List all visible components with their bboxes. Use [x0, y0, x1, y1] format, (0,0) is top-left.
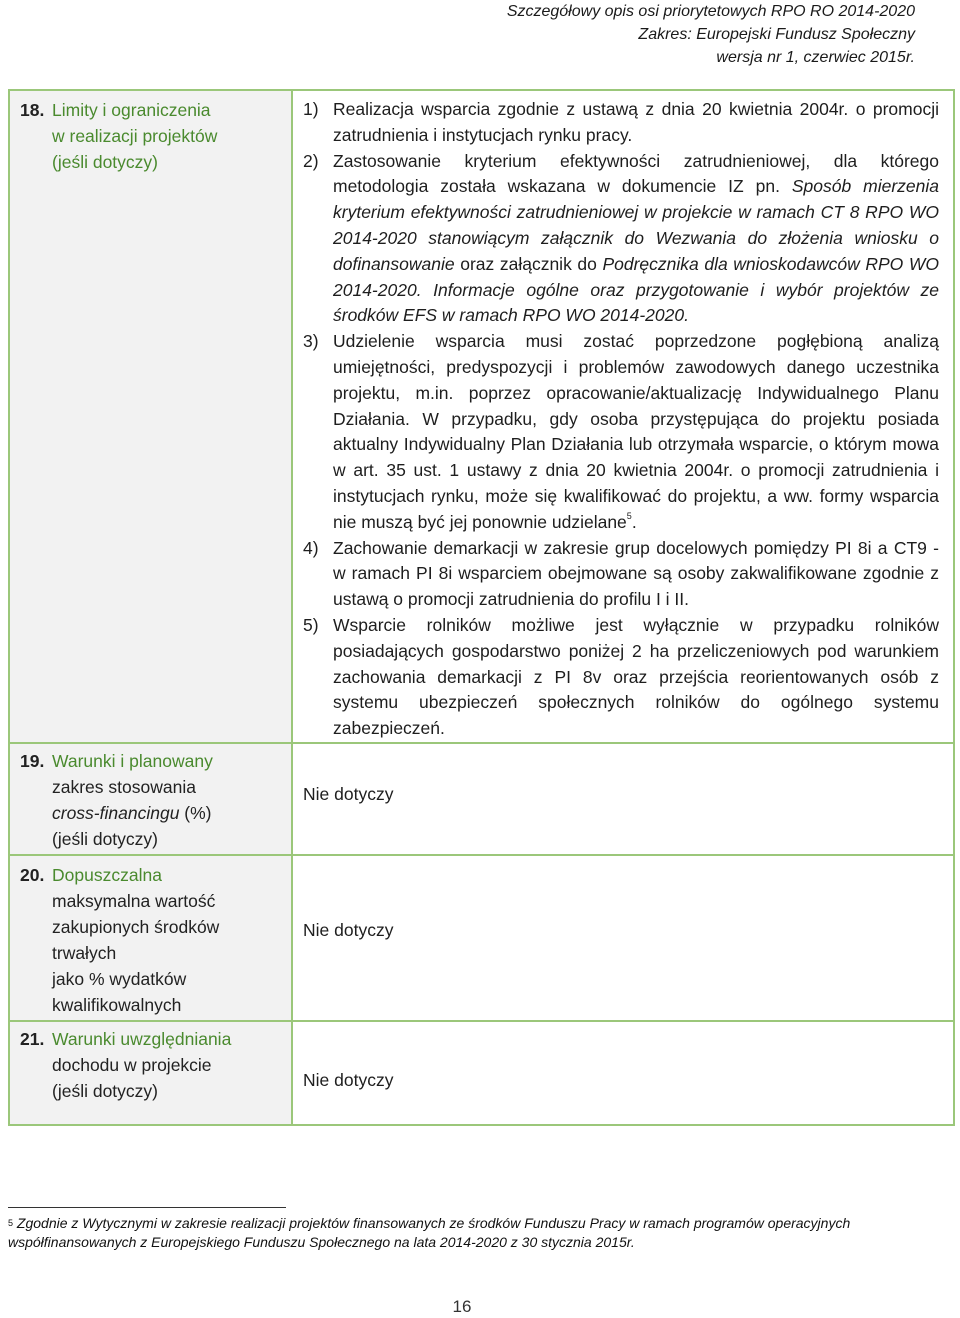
- list-item-text: [333, 329, 943, 535]
- table-row: [9, 90, 954, 743]
- value-text: Nie dotyczy: [303, 919, 394, 940]
- label-line: (jeśli dotyczy): [52, 828, 158, 849]
- list-item: [303, 149, 943, 330]
- label-line: trwałych: [52, 942, 117, 963]
- label-line: Dopuszczalna: [52, 864, 162, 885]
- label-line: (jeśli dotyczy): [52, 152, 158, 172]
- header-line-3: wersja nr 1, czerwiec 2015r.: [716, 49, 915, 66]
- footnote: [8, 1214, 948, 1252]
- label-line: Warunki uwzględniania: [52, 1028, 232, 1049]
- label-suffix: (%): [179, 802, 212, 823]
- list-item: [303, 97, 943, 149]
- table-row: [9, 855, 954, 1021]
- item-text-plain: oraz załącznik do: [460, 253, 597, 274]
- row-20-label-cell: [9, 855, 292, 1021]
- criteria-table: [8, 89, 955, 1126]
- row-19-label-cell: [9, 743, 292, 855]
- list-marker: 5): [303, 614, 319, 635]
- row-19-content-cell: [292, 743, 954, 855]
- row-number: 18.: [20, 100, 45, 120]
- item-text-plain: Udzielenie wsparcia musi zostać poprzedzone pogłębioną analizą umiejętności, predyspozycji i problemów zawodowych danego uczestnika projektu, m.in. poprzez opracowanie/aktualizację Indywidualnego Planu Działania. W przypadku, gdy osoba przystępująca do projektu posiada aktualny Indywidualny Plan Działania lub otrzymała wsparcie, o którym mowa w art. 35 ust. 1 ustawy z dnia 20 kwietnia 2004r. o promocji zatrudnienia i instytucjach rynku, może się kwalifikować do projektu, a ww. formy wsparcia nie muszą być jej ponownie udzielane: [333, 331, 939, 532]
- row-label: [20, 97, 285, 175]
- label-line: Limity i ograniczenia: [52, 100, 211, 120]
- label-line: dochodu w projekcie: [52, 1054, 212, 1075]
- row-18-content-cell: [292, 90, 954, 743]
- list-item-text: [333, 149, 943, 330]
- label-line: jako % wydatków: [52, 968, 187, 989]
- item-text-plain: Zastosowanie kryterium efektywności zatrudnieniowej, dla którego metodologia została wskazana w dokumencie IZ pn.: [333, 150, 939, 197]
- row-21-content-cell: [292, 1021, 954, 1125]
- document-title-italic: Sposób mierzenia kryterium efektywności zatrudnieniowej w projekcie w ramach CT 8 RPO WO 2014-2020 stanowiącym załącznik do Wezwania do złożenia wniosku o dofinansowanie: [333, 176, 939, 274]
- list-marker: 2): [303, 150, 319, 171]
- header-line-1: Szczegółowy opis osi priorytetowych RPO RO 2014-2020: [506, 3, 915, 20]
- footnote-marker: 5: [8, 1218, 14, 1228]
- list-item-text: Zachowanie demarkacji w zakresie grup docelowych pomiędzy PI 8i a CT9 - w ramach PI 8i wsparciem obejmowane są osoby zakwalifikowane zgodnie z ustawą o promocji zatrudnienia do profilu I i II.: [333, 537, 939, 610]
- list-marker: 1): [303, 99, 319, 119]
- row-20-content-cell: [292, 855, 954, 1021]
- row-number: 21.: [20, 1028, 45, 1049]
- table-row: [9, 1021, 954, 1125]
- limits-list: [303, 97, 943, 742]
- footnote-reference[interactable]: 5: [626, 510, 632, 521]
- label-line: w realizacji projektów: [52, 126, 218, 146]
- row-label: [20, 862, 285, 1018]
- value-text: Nie dotyczy: [303, 1069, 394, 1090]
- cross-financing-term: cross-financingu: [52, 802, 180, 823]
- label-line: kwalifikowalnych: [52, 994, 182, 1015]
- label-line: maksymalna wartość: [52, 890, 216, 911]
- row-21-label-cell: [9, 1021, 292, 1125]
- list-item-text: Wsparcie rolników możliwe jest wyłącznie w przypadku rolników posiadających gospodarstwo poniżej 2 ha przeliczeniowych pod warunkiem zachowania demarkacji z PI 8v oraz przejścia reorientowanych osób z systemu ubezpieczeń społecznych rolników do ogólnego systemu zabezpieczeń.: [333, 614, 939, 739]
- label-line: zakupionych środków: [52, 916, 220, 937]
- label-line: (jeśli dotyczy): [52, 1080, 158, 1101]
- list-item-text: Realizacja wsparcia zgodnie z ustawą z dnia 20 kwietnia 2004r. o promocji zatrudnienia i instytucjach rynku pracy.: [333, 99, 939, 145]
- list-marker: 4): [303, 537, 319, 558]
- label-line: zakres stosowania: [52, 776, 196, 797]
- row-18-label-cell: [9, 90, 292, 743]
- label-line: [52, 803, 212, 823]
- list-item: [303, 536, 943, 613]
- header-line-2: Zakres: Europejski Fundusz Społeczny: [638, 26, 915, 43]
- page-number: 16: [452, 1297, 472, 1316]
- value-text: Nie dotyczy: [303, 783, 394, 804]
- list-item: [303, 329, 943, 535]
- document-title-italic: Podręcznika dla wnioskodawców RPO WO 2014-2020. Informacje ogólne oraz przygotowanie i wybór projektów ze środków EFS w ramach RPO WO 2014-2020.: [333, 253, 939, 326]
- item-text-end: .: [631, 511, 637, 532]
- footnote-text: Zgodnie z Wytycznymi w zakresie realizacji projektów finansowanych ze środków Funduszu Pracy w ramach programów operacyjnych współfinansowanych z Europejskiego Funduszu Społecznego na lata 2014-2020 z 30 stycznia 2015r.: [8, 1215, 851, 1250]
- document-header: [507, 0, 915, 69]
- footnote-separator: [8, 1207, 286, 1208]
- list-item: [303, 613, 943, 742]
- row-label: [20, 748, 285, 852]
- label-line: Warunki i planowany: [52, 750, 213, 771]
- row-label: [20, 1026, 285, 1104]
- row-number: 19.: [20, 750, 45, 771]
- table-row: [9, 743, 954, 855]
- row-number: 20.: [20, 864, 45, 885]
- list-marker: 3): [303, 331, 319, 352]
